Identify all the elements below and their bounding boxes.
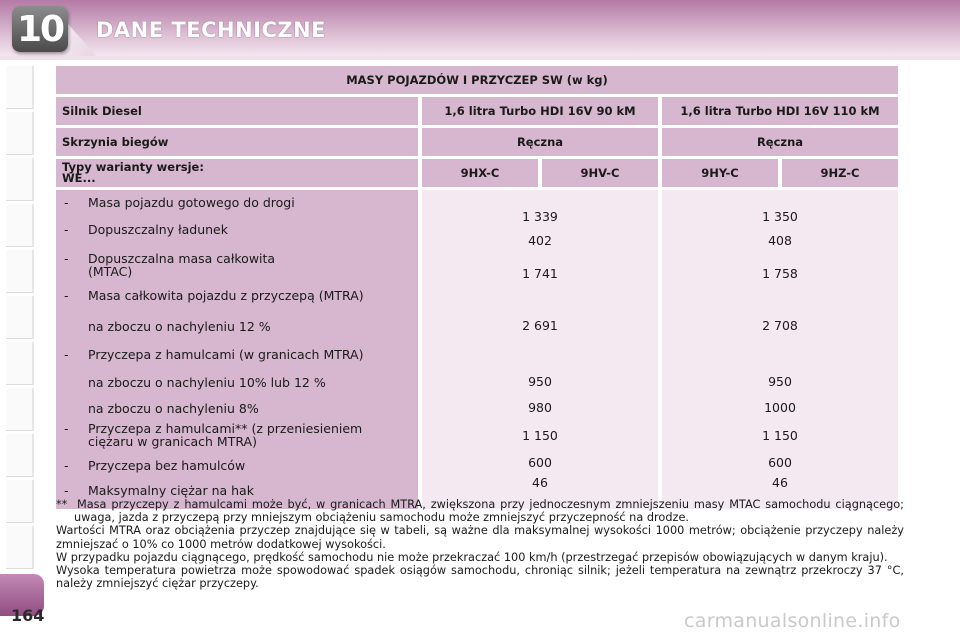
- watermark: carmanualsonline.info: [684, 610, 901, 632]
- value-cell: 2 708: [762, 318, 798, 333]
- note-paragraph-temperature: Wysoka temperatura powietrza może spowodować spadek osiągów samochodu, chroniąc silnik; jeżeli temperatura na zewnątrz przekroczy 37 °C, należy zmniejszyć ciężar przyczepy.: [56, 564, 904, 591]
- side-tab[interactable]: [6, 112, 34, 155]
- table-title: MASY POJAZDÓW I PRZYCZEP SW (w kg): [56, 66, 898, 94]
- engine-90: 1,6 litra Turbo HDI 16V 90 kM: [422, 97, 658, 125]
- side-tab[interactable]: [6, 434, 34, 477]
- value-cell: 950: [768, 374, 792, 389]
- value-cell: 46: [532, 475, 548, 490]
- note-paragraph-speed: W przypadku pojazdu ciągnącego, prędkość samochodu nie może przekraczać 100 km/h (przestrzegać przepisów obowiązujących w danym kraju).: [56, 550, 888, 564]
- value-cell-empty: [428, 341, 652, 367]
- side-tab[interactable]: [6, 204, 34, 247]
- type-9hy: 9HY-C: [662, 159, 778, 187]
- side-tab[interactable]: [6, 342, 34, 385]
- type-9hv: 9HV-C: [542, 159, 658, 187]
- engine-110: 1,6 litra Turbo HDI 16V 110 kM: [662, 97, 898, 125]
- list-item: na zboczu o nachyleniu 8%: [88, 400, 259, 416]
- masses-table-container: [56, 63, 904, 512]
- list-item: na zboczu o nachyleniu 12 %: [88, 318, 271, 334]
- list-item: - Maksymalny ciężar na hak: [64, 483, 254, 498]
- value-cell: 402: [528, 232, 552, 248]
- value-cell-empty: [668, 341, 892, 367]
- list-item: - Masa całkowita pojazdu z przyczepą (MTRA): [64, 288, 364, 303]
- list-item: na zboczu o nachyleniu 10% lub 12 %: [88, 374, 326, 390]
- list-item: - Przyczepa z hamulcami (w granicach MTRA): [64, 346, 364, 362]
- type-9hx: 9HX-C: [422, 159, 538, 187]
- value-cell: 1 150: [762, 428, 798, 443]
- page-title: DANE TECHNICZNE: [96, 18, 327, 42]
- gearbox-90: Ręczna: [422, 128, 658, 156]
- gearbox-label: Skrzynia biegów: [56, 128, 418, 156]
- header-shadow: [0, 56, 960, 60]
- gearbox-110: Ręczna: [662, 128, 898, 156]
- notes-section: [56, 498, 904, 590]
- side-tab[interactable]: [6, 526, 34, 569]
- chapter-number-badge: 10: [12, 6, 68, 52]
- types-label-line1: Typy warianty wersje:: [62, 160, 204, 174]
- footnote: [56, 498, 904, 524]
- value-cell: 1 741: [522, 266, 558, 281]
- types-label: [56, 159, 418, 187]
- value-cell: 1000: [764, 400, 796, 415]
- value-cell: 1 350: [762, 208, 798, 224]
- list-item: - Masa pojazdu gotowego do drogi: [64, 195, 295, 210]
- table-title-row: [56, 66, 898, 94]
- value-cell: 600: [768, 455, 792, 470]
- side-tab[interactable]: [6, 388, 34, 431]
- engine-label: Silnik Diesel: [56, 97, 418, 125]
- side-tab[interactable]: [6, 66, 34, 109]
- value-cell: 950: [528, 374, 552, 389]
- value-cell: 2 691: [522, 318, 558, 333]
- engine-row: [56, 97, 898, 125]
- value-cell: 1 150: [522, 428, 558, 443]
- value-cell: 980: [528, 400, 552, 415]
- value-cell: 408: [768, 232, 792, 248]
- mass-labels-column: [56, 190, 418, 509]
- types-row: [56, 159, 898, 187]
- value-cell: 600: [528, 455, 552, 470]
- types-label-line2: WE...: [62, 171, 96, 185]
- list-item: - Dopuszczalna masa całkowita (MTAC): [64, 251, 276, 279]
- values-110-column: [662, 190, 898, 509]
- note-paragraph-altitude: Wartości MTRA oraz obciążenia przyczep znajdujące się w tabeli, są ważne dla maksymalnej wysokości 1000 metrów; obciążenie przyczepy należy zmniejszać o 10% co 1000 metrów dodatkowej wysokości.: [56, 524, 904, 551]
- side-tab[interactable]: [6, 158, 34, 201]
- value-cell-empty: [668, 291, 892, 311]
- value-cell: 1 339: [522, 208, 558, 224]
- side-tab[interactable]: [6, 296, 34, 339]
- side-tab[interactable]: [6, 250, 34, 293]
- footnote-text: Masa przyczepy z hamulcami może być, w granicach MTRA, zwiększona przy jednoczesnym zmniejszeniu masy MTAC samochodu ciągnącego; uwaga, jazda z przyczepą przy mniejszym obciążeniu samochodu może zmniejszyć przyczepność na drodze.: [74, 498, 904, 525]
- side-tab[interactable]: [6, 480, 34, 523]
- list-item: - Przyczepa bez hamulców: [64, 458, 246, 473]
- side-chapter-tabs: [0, 66, 38, 586]
- footnote-marker: **: [56, 498, 68, 511]
- value-cell: 1 758: [762, 266, 798, 281]
- masses-table: [52, 63, 902, 512]
- table-body-row: [56, 190, 898, 509]
- gearbox-row: [56, 128, 898, 156]
- value-cell: 46: [772, 475, 788, 490]
- list-item: - Przyczepa z hamulcami** (z przeniesieniem ciężaru w granicach MTRA): [64, 421, 363, 449]
- values-90-column: [422, 190, 658, 509]
- value-cell-empty: [428, 291, 652, 311]
- type-9hz: 9HZ-C: [782, 159, 898, 187]
- page-number: 164: [11, 606, 45, 625]
- list-item: - Dopuszczalny ładunek: [64, 222, 228, 237]
